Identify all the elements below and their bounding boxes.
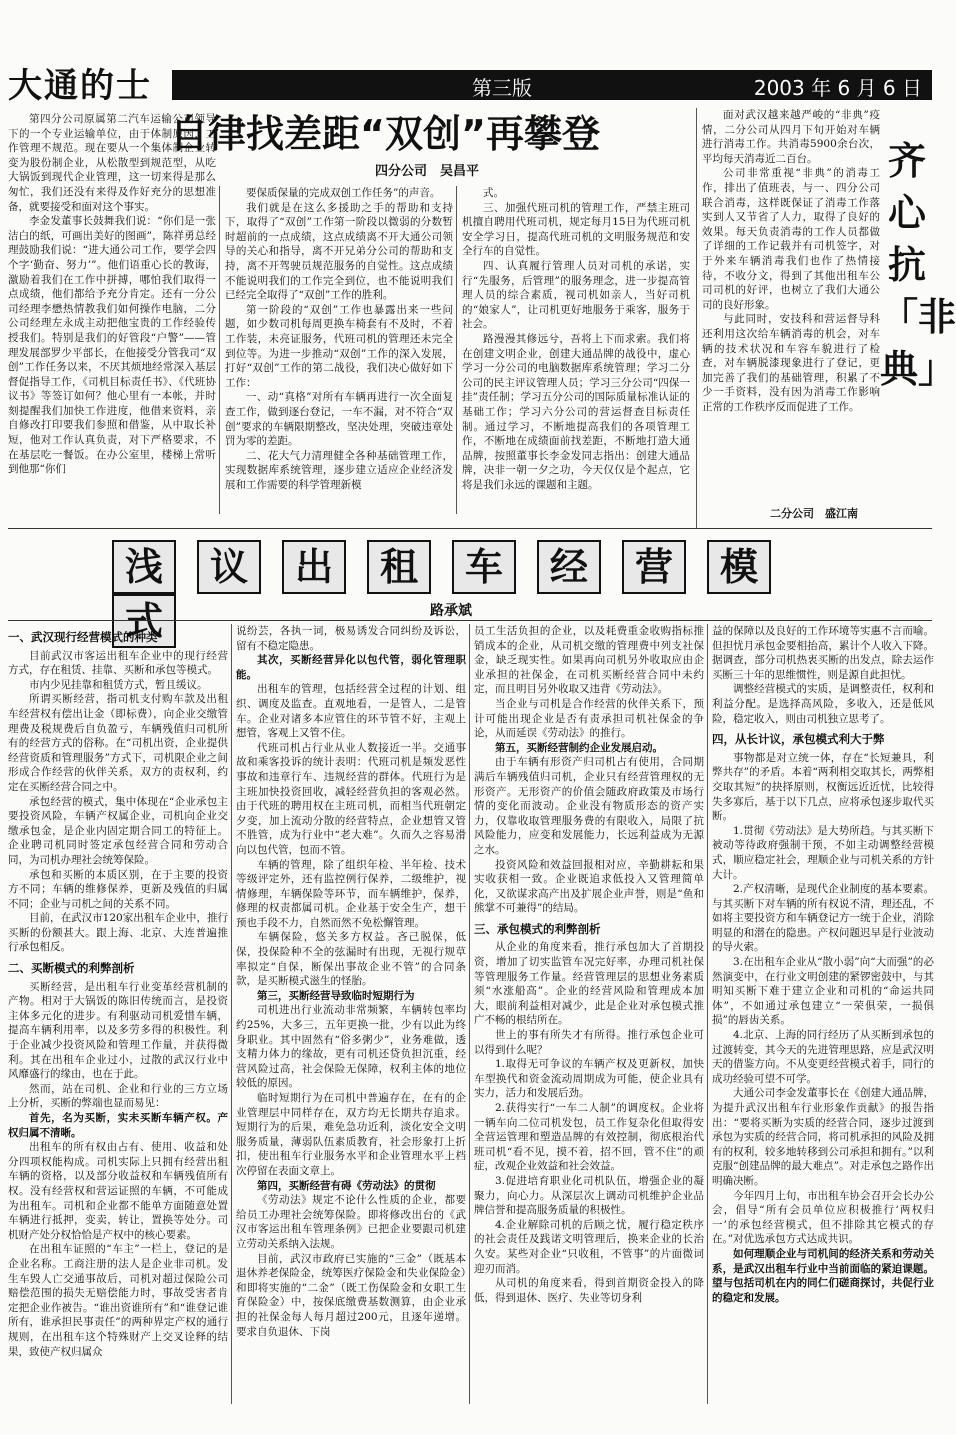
article1-column-1	[8, 112, 216, 512]
paragraph: 大通公司李金发董事长在《创建大通品牌，为提升武汉出租车行业形象作贡献》的报告指出：“要将买断为实质的经营合同，逐步过渡到承包为实质的经营合同，将司机承担的风险及拥有的权利，较多地转移到公司承担和拥有。”以利克服“创建品牌的最大难点”。对走承包之路作出明确决断。	[712, 1087, 934, 1187]
title-character: 模	[707, 540, 771, 594]
paragraph: 目前，武汉市政府已实施的“三金”（既基本退休养老保险金，统筹医疗保险金和失业保险金）和即将实施的“二金”（既工伤保险金和女职工生育保险金）中，按保底缴费基数测算，由企业承担的社保金每人每月超过200元，且逐年递增。要求自负退休、下岗	[236, 1252, 466, 1338]
paragraph: 从企业的角度来看，推行承包加大了首期投资，增加了切实监管车况完好率，办理司机社保等管理服务工作量。经营管理层的思想业务素质须“水涨船高”。企业的经营风险和管理成本加大，眼前利益相对减少，此是企业对承包模式推广不畅的根结所在。	[474, 941, 704, 1027]
title-character: 浅	[112, 540, 176, 594]
paragraph: 四、认真履行管理人员对司机的承诺，实行“先服务，后管理”的服务理念，进一步提高管理人员的综合素质，视司机如亲人，当好司机的“娘家人”，让司机更好地服务于乘客，服务于社会。	[462, 259, 690, 331]
column-divider	[456, 186, 457, 514]
paragraph: 当企业与司机是合作经营的伙伴关系下，预计可能出现企业是否有责承担司机社保金的争论，从而延误《劳动法》的推行。	[474, 697, 704, 740]
column-divider	[696, 108, 697, 528]
paragraph: 然而，站在司机、企业和行业的三方立场上分析，买断的弊端也显而易见：	[8, 1082, 228, 1110]
bold-paragraph: 第四，买断经营有碍《劳动法》的贯彻	[257, 1179, 436, 1192]
article1-column-3	[462, 186, 690, 516]
paragraph: 车辆的管理，除了组织年检、半年检、技术等级评定外，还有监控例行保养，二级维护，视情修理，车辆保险等环节，而车辆维护，保养，修理的权责都属司机。企业基于安全生产，想干预也手段不力，自然而然不免松懈管理。	[236, 858, 466, 929]
bold-paragraph: 第五，买断经营制约企业发展启动。	[495, 741, 663, 754]
sidebar-body	[702, 108, 880, 503]
column-divider	[469, 624, 470, 1404]
paragraph: 市内少见挂靠和租赁方式，暂且缓议。	[29, 678, 208, 691]
paragraph: 承包经营的模式，集中体现在“企业承包主要投资风险，车辆产权属企业，司机向企业交缴承包金，是企业内固定期合同工的特征上。企业聘司机同时签定承包经营合同和劳动合同，为司机办理社会统筹保险。	[8, 795, 228, 866]
paragraph: 路漫漫其修远兮，吾将上下而求索。我们将在创建文明企业，创建大通品牌的战役中，虚心学习一分公司的电脑数据库系统管理；学习二分公司的民主评议管理人员；学习三分公司“四保一挂”责任制；学习五分公司的国际质量标准认证的基础工作；学习六分公司的营运督查目标责任制。通过学习，不断地提高我们的各项管理工作，不断地在成绩面前找差距，不断地打造大通品牌，按照董事长李金发同志指出：创建大通品牌，决非一朝一夕之功，今天仅仅是个起点，它将是我们永远的课题和主题。	[462, 332, 690, 491]
paragraph: 要保质保量的完成双创工作任务”的声音。	[246, 187, 441, 199]
bold-paragraph: 首先，名为买断，实未买断车辆产权。产权归属不清晰。	[8, 1112, 228, 1139]
paragraph: 所谓买断经营，指司机支付购车款及出租车经营权有偿出让金（即标费），向企业交缴管理费及税规费后自负盈亏，车辆残值归司机所有的经营方式的俗称。在“司机出资，企业提供经营资质和管理服务”方式下，司机限企业之间形成合作经营的伙伴关系，双方的责权利，约定在买断经营合同之中。	[8, 693, 228, 793]
title-character: 出	[282, 540, 346, 594]
column-divider	[219, 186, 220, 514]
paragraph: 车辆保险，悠关多方权益。吝己脱保，低保，投保险种不全的弦漏时有出现，无视行规草率拟定“自保，断保出事故企业不管”的合同条款，是买断模式滋生的怪胎。	[236, 931, 466, 988]
bold-paragraph: 其次，买断经营异化以包代管，弱化管理职能。	[236, 654, 466, 681]
paragraph: 投资风险和效益回报相对应，辛勤耕耘和果实收获相一致。企业既追求低投入又管理简单化，又欲谋求高产出及扩展企业声誉，则是“鱼和熊掌不可兼得”的结局。	[474, 858, 704, 915]
paragraph: 公司非常重视“非典”的消毒工作，排出了值班表，与一、四分公司联合消毒，这样既保证了消毒工作落实到人又节省了人力，取得了良好的效果。每天负责消毒的工作人员都做了详细的工作记载并有司机签字，对于外来车辆消毒我们也作了热情接待，不收分文，得到了其他出租车公司司机的好评，也树立了我们大通公司的良好形象。	[702, 167, 880, 311]
paragraph: 在出租车证照的“车主”一栏上，登记的是企业名称。工商注册的法人是企业非司机。发生车毁人亡交通事故后，司机对超过保险公司赔偿范围的损失无赔偿能力时，事故受害者肯定把企业作被告。“谁出资谁所有”和“谁登记谁所有，谁承担民事责任”的两种界定产权的通行规则，在出租车这个特殊财产上交叉诠释的结果，致使产权归属众	[8, 1243, 228, 1358]
paragraph: 出租车的管理，包括经营全过程的计划、组织、调度及监查。直观地看，一是管人，二是管车。企业对诸多本应管住的环节管不好，主观上想管，客观上又管不住。	[236, 683, 466, 740]
paragraph: 第四分公司原属第二汽车运输公司领导下的一个专业运输单位，由于体制原因，工作管理不规范。现在要从一个集体制企业转变为股份制企业，从松散型到规范型，从吃大锅饭到现代企业管理，这一切来得是那么匆忙，我们还没有来得及作好充分的思想准备，就要接受和面对这个事实。	[8, 113, 216, 213]
paragraph: 我们就是在这么多援助之手的帮助和支持下，取得了“双创”工作第一阶段以微弱的分数暂时超前的一点成绩，这点成绩离不开大通公司领导的关心和指导，离不开兄弟分公司的帮助和支持，离不开驾驶员规范服务的自觉性。这点成绩不能说明我们的工作完全到位，也不能说明我们已经完全取得了“双创”工作的胜利。	[225, 201, 453, 302]
paragraph: 第一阶段的“双创”工作也暴露出来一些问题，如少数司机每周更换车椅套有不及时，不着工作装，未亮证服务，代班司机的管理还未完全到位等。为进一步推动“双创”工作的深入发展，打好“双创”工作的第二战役，我们决心做好如下工作：	[225, 303, 453, 389]
sidebar-byline: 二分公司 盛江南	[770, 507, 858, 520]
paragraph: 三、加强代班司机的管理工作，严禁主班司机擅自聘用代班司机，规定每月15日为代班司机安全学习日，提高代班司机的文明服务规范和安全行车的自觉性。	[462, 201, 690, 258]
bold-paragraph: 第三，买断经营导致临时短期行为	[257, 989, 415, 1002]
edition-banner	[172, 70, 932, 100]
paragraph: 说纷芸，各执一词，极易诱发合同纠纷及诉讼，留有不稳定隐患。	[236, 625, 466, 652]
title-character: 租	[367, 540, 431, 594]
paragraph: 承包和买断的本质区别，在于主要的投资方不同；车辆的维修保养，更新及残值的归属不同；企业与司机之间的关系不同。	[8, 868, 228, 910]
paragraph: 事物都是对立统一体，存在“长短兼具，利弊共存”的矛盾。本着“两利相交取其长，两弊相交取其短”的抉择原则，权衡远近近忧，比较得失多寡后，基于以下几点，应将承包逐步取代买断。	[712, 751, 934, 823]
paragraph: 2.获得实行“一车二人制”的调度权。企业将一辆车向二位司机发包，员工作复杂化但取得安全营运管理和塑造品牌的有效控制，彻底根治代班司机“看不见，摸不着，招不回，管不住”的顽症，改观企业效益和社会效益。	[474, 1102, 704, 1173]
paragraph: 临时短期行为在司机中普遍存在，在有的企业管理层中同样存在，双方均无长期共存追求。短期行为的后果，难免急功近利，淡化安全文明服务质量，薄弱队伍素质教育，社会形象打上折扣，使出租车行业服务水平和企业管理水平上档次停留在表面文章上。	[236, 1092, 466, 1177]
paragraph: 2.产权清晰，是现代企业制度的基本要素。与其买断下对车辆的所有权说不清，理还乱，不如将主要投资方和车辆登记方一统于企业，消除明显的和潜在的隐患。产权问题迟早是行业波动的导火索。	[712, 883, 934, 954]
paragraph: 司机进出行业流动非常频繁，车辆转包率均约25%，大多三，五年更换一批，少有以此为终身职业。其中固然有“俗多粥少”，业务难做，透支精力体力的缘故，更有司机还贷负担沉重，经营风险过高，社会保险无保障，权利主体的地位较低的原因。	[236, 1004, 466, 1090]
section-divider	[8, 528, 932, 529]
article2-byline: 路承斌	[430, 603, 472, 619]
title-character: 式	[112, 594, 176, 648]
paragraph: 4.企业解除司机的后顾之忧，履行稳定秩序的社会责任及践诺文明管理后，换来企业的长治久安。某些对企业“只收租，不管事”的片面微词迎刃而消。	[474, 1218, 704, 1275]
paragraph: 出租车的所有权由占有、使用、收益和处分四项权能构成。司机实际上只拥有经营出租车辆的资格，以及部分收益权和车辆残值所有权。没有经营权和营运证照的车辆，不可能成为出租车。司机和企业都不能单方面随意处置车辆进行抵押，变卖，转让，置换等处分。司机财产处分权恰恰是产权中的核心要素。	[8, 1141, 228, 1241]
title-character: 议	[197, 540, 261, 594]
paragraph: 面对武汉越来越严峻的“非典”疫情，二分公司从四月下旬开始对车辆进行消毒工作。共消毒5900余台次，平均每天消毒近二百台。	[702, 109, 880, 165]
paragraph: 李金发董事长鼓舞我们说：“你们是一张洁白的纸，可画出美好的图画”，陈祥勇总经理鼓励我们说：“进大通公司工作，要学会四个字‘勤奋、努力’”。他们语重心长的教诲，激励着我们在工作中拼搏，哪怕我们取得一点成绩，他们都给予充分肯定。还有一分公司经理李懋热情教我们如何操作电脑，二分公司经理左永成主动把他宝贵的工作经验传授我们。特别是我们的好管段“户警”——管理发展部罗少平部长，在他接受分管我司“双创”工作任务以来，不厌其烦地经常深入基层督促指导工作，《司机目标责任书》、《代班协议书》等签订如何？他心里有一本帐，并时刻提醒我们加快工作进度，他借来资料，亲自修改打印要我们参照和借鉴，从中取长补短，他对工作认真负责，对下严格要求，不在基层吃一餐饭。在办公室里，楼梯上常听到他那“你们	[8, 215, 216, 476]
title-character: 车	[452, 540, 516, 594]
section-heading: 一、武汉现行经营模式的种类	[8, 630, 158, 644]
paragraph: 3.在出租车企业从“散小弱”向“大而强”的必然演变中，在行业文明创建的紧锣密鼓中，与其明知买断下难于建立企业和司机的“命运共同体”，不如通过承包建立“一荣俱荣，一损俱损”的唇齿关系。	[712, 956, 934, 1027]
bold-paragraph: 如何理顺企业与司机间的经济关系和劳动关系，是武汉出租车行业中当前面临的紧迫课题。望与包括司机在内的同仁们磋商探讨，共促行业的稳定和发展。	[712, 1247, 934, 1304]
paragraph: 代班司机占行业从业人数接近一半。交通事故和乘客投诉的统计表明：代班司机是频发恶性事故和违章行车、违规经营的群体。代班行为是主班加快投资回收，减轻经营负担的客观必然。由于代班的聘用权在主班司机，而相当代班朝定夕变，加上流动分散的经营特点，企业想管又管不胜管，成为行业中“老大难”。久而久之容易滑向以包代管，包而不管。	[236, 741, 466, 856]
column-divider	[231, 624, 232, 1404]
paragraph: 《劳动法》规定不论什么性质的企业，都要给员工办理社会统筹保险。即将修改出台的《武汉市客运出租车管理条例》已把企业要跟司机建立劳动关系纳入法规。	[236, 1194, 466, 1250]
article2-column-2	[236, 624, 466, 1404]
title-character: 经	[537, 540, 601, 594]
paragraph: 与此同时，安技科和营运督导科还利用这次给车辆消毒的机会，对车辆的技术状况和车容车貌进行了检查，对车辆脱漆现象进行了登记，更加完善了我们的基础管理，积累了不少一手资料，没有因为消毒工作影响正常的工作秩序反而促进了工作。	[702, 313, 880, 413]
section-heading: 三、承包模式的利弊剖析	[474, 921, 601, 936]
paragraph: 买断经营，是出租车行业变革经营机制的产物。相对于大锅饭的陈旧传统而言，是投资主体多元化的进步。有利驱动司机爱惜车辆，提高车辆利用率，以及多劳多得的积极性。利于企业减少投资风险和管理工作量，并获得微利。其在出租车企业过小，过散的武汉行业中风靡盛行的缘由，也在于此。	[8, 980, 228, 1081]
paragraph: 1.取得无可争议的车辆产权及更新权，加快车型换代和资金流动周期成为可能，使企业具有实力，活力和发展后劲。	[474, 1058, 704, 1100]
article1-title: 自律找差距“双创”再攀登	[170, 112, 600, 156]
paragraph: 由于车辆有形资产归司机占有使用，合同期满后车辆残值归司机，企业只有经营管理权的无形资产。无形资产的价值会随政府政策及市场行情的变化而波动。企业没有物质形态的资产实力，仅靠收取管理服务费的有限收入，局限了抗风险能力，应变和发展能力，长远利益成为无源之水。	[474, 756, 704, 856]
section-divider	[8, 620, 932, 621]
title-character: 营	[622, 540, 686, 594]
paragraph: 益的保障以及良好的工作环境等实惠不言而喻。但担忧月承包金要相抬高，累计个人收入下降。据调查，部分司机热衷买断的出发点，除去运作买断三十年的思维惯性，则是源自此担忧。	[712, 625, 934, 681]
paragraph: 调整经营模式的实质，是调整责任，权利和利益分配。是选择高风险，多收入，还是低风险，稳定收入，则由司机独立思考了。	[712, 683, 934, 725]
paragraph: 今年四月上旬，市出租车协会召开会长办公会，倡导“所有会员单位应积极推行‘两权归一’的承包经营模式，但不排除其它模式的存在。”对优选承包方式达成共识。	[712, 1189, 934, 1246]
paragraph: 目前武汉市客运出租车企业中的现行经营方式，存在租赁、挂靠、买断和承包等模式。	[8, 649, 228, 677]
paragraph: 4.北京、上海的同行经历了从买断到承包的过渡转变，其今天的先进管理思路，应是武汉明天的借鉴方向。不从变更经营模式着手，同行的成功经验可望不可学。	[712, 1029, 934, 1085]
column-divider	[707, 624, 708, 1404]
article1-column-2	[225, 186, 453, 516]
article2-column-1	[8, 624, 228, 1404]
masthead-logo: 大通的士	[8, 66, 152, 106]
section-heading: 二、买断模式的利弊剖析	[8, 961, 135, 976]
paragraph: 一、动“真格”对所有车辆再进行一次全面复查工作，做到逐台登记，一车不漏，对不符合“双创”要求的车辆限期整改，坚决处理，突破违章处罚为零的差距。	[225, 391, 453, 448]
paragraph: 世上的事有所失才有所得。推行承包企业可以得到什么呢？	[474, 1029, 704, 1056]
paragraph: 3.促进培育职业化司机队伍，增强企业的凝聚力，向心力。从深层次上调动司机维护企业品牌信誉和提高服务质量的积极性。	[474, 1174, 704, 1217]
article1-byline: 四分公司 吴昌平	[375, 164, 480, 179]
article2-column-3	[474, 624, 704, 1404]
paragraph: 1.贯彻《劳动法》是大势所趋。与其买断下被动等待政府强制干预，不如主动调整经营模式，顺应稳定社会，理顺企业与司机关系的方针大计。	[712, 824, 934, 881]
issue-date: 2003 年 6 月 6 日	[753, 76, 922, 100]
paragraph: 二、花大气力清理健全各种基础管理工作，实现数据库系统管理，逐步建立适应企业经济发展和工作需要的科学管理新模	[225, 449, 453, 491]
paragraph: 式。	[483, 187, 504, 199]
sidebar-title: 齐心抗「非典」	[880, 139, 956, 391]
paragraph: 从司机的角度来看，得到首期资金投入的降低，得到退休、医疗、失业等切身利	[474, 1277, 704, 1304]
paragraph: 员工生活负担的企业，以及耗费重金收购指标推销成本的企业，从司机交缴的管理费中列支社保金，缺乏现实性。如果再向司机另外收取应由企业承担的社保金，在司机买断经营合同中未约定，而且明目另外收取又违背《劳动法》。	[474, 625, 704, 696]
edition-label: 第三版	[472, 76, 532, 100]
paragraph: 目前，在武汉市120家出租车企业中，推行买断的份额甚大。跟上海、北京、大连普遍推行承包相反。	[8, 912, 228, 954]
article2-column-4	[712, 624, 934, 1404]
section-heading: 四，从长计议，承包模式利大于弊	[712, 732, 885, 747]
